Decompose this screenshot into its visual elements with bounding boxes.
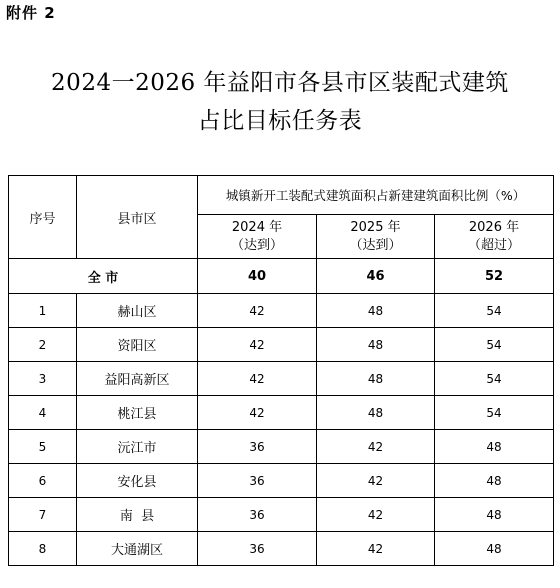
total-value-2026: 52: [435, 259, 554, 294]
row-value-2024: 36: [198, 430, 317, 464]
table-row: [9, 532, 554, 566]
row-index: 4: [9, 396, 77, 430]
row-value-2024: 42: [198, 396, 317, 430]
row-index: 5: [9, 430, 77, 464]
table-row: [9, 328, 554, 362]
row-value-2024: 36: [198, 532, 317, 566]
target-task-table: [8, 175, 554, 566]
header-ratio-group: 城镇新开工装配式建筑面积占新建建筑面积比例（%）: [198, 176, 554, 215]
row-value-2025: 48: [317, 396, 435, 430]
header-year-label: 2024 年: [231, 219, 283, 235]
row-index: 7: [9, 498, 77, 532]
row-county: 沅江市: [77, 430, 198, 464]
table-row: [9, 294, 554, 328]
row-value-2025: 48: [317, 328, 435, 362]
row-value-2025: 42: [317, 464, 435, 498]
table-row: [9, 362, 554, 396]
row-value-2026: 54: [435, 328, 554, 362]
row-value-2026: 48: [435, 464, 554, 498]
document-title-line-2: 占比目标任务表: [197, 108, 363, 134]
header-year-2025: [317, 215, 435, 259]
total-value-2024: 40: [198, 259, 317, 294]
header-year-label: 2025 年: [350, 219, 401, 235]
row-index: 2: [9, 328, 77, 362]
header-index: 序号: [9, 176, 77, 259]
header-county: 县市区: [77, 176, 198, 259]
row-index: 6: [9, 464, 77, 498]
row-value-2026: 54: [435, 362, 554, 396]
attachment-label: 附件 2: [6, 4, 56, 22]
header-year-label: 2026 年: [468, 219, 520, 235]
table-row-total: [9, 259, 554, 294]
table-row: [9, 464, 554, 498]
row-county: 大通湖区: [77, 532, 198, 566]
row-value-2026: 48: [435, 498, 554, 532]
table-row: [9, 430, 554, 464]
row-value-2025: 42: [317, 498, 435, 532]
row-value-2024: 42: [198, 362, 317, 396]
row-value-2025: 48: [317, 362, 435, 396]
row-index: 3: [9, 362, 77, 396]
row-value-2025: 48: [317, 294, 435, 328]
row-county: 安化县: [77, 464, 198, 498]
total-label: 全 市: [9, 259, 198, 294]
row-value-2025: 42: [317, 532, 435, 566]
row-county: 益阳高新区: [77, 362, 198, 396]
row-index: 8: [9, 532, 77, 566]
table-row: [9, 498, 554, 532]
row-index: 1: [9, 294, 77, 328]
row-value-2026: 48: [435, 430, 554, 464]
row-county: 南 县: [77, 498, 198, 532]
row-value-2024: 42: [198, 328, 317, 362]
row-county: 资阳区: [77, 328, 198, 362]
row-value-2026: 54: [435, 294, 554, 328]
row-value-2026: 48: [435, 532, 554, 566]
table-row: [9, 396, 554, 430]
header-year-2026: [435, 215, 554, 259]
row-value-2024: 36: [198, 498, 317, 532]
header-year-2024: [198, 215, 317, 259]
header-year-status: （达到）: [230, 237, 283, 253]
total-value-2025: 46: [317, 259, 435, 294]
row-value-2025: 42: [317, 430, 435, 464]
row-value-2024: 42: [198, 294, 317, 328]
row-county: 赫山区: [77, 294, 198, 328]
header-year-status: （超过）: [468, 237, 521, 253]
header-year-status: （达到）: [349, 237, 402, 253]
document-title-line-1: 2024一2026 年益阳市各县市区装配式建筑: [51, 70, 509, 96]
row-value-2024: 36: [198, 464, 317, 498]
row-value-2026: 54: [435, 396, 554, 430]
row-county: 桃江县: [77, 396, 198, 430]
